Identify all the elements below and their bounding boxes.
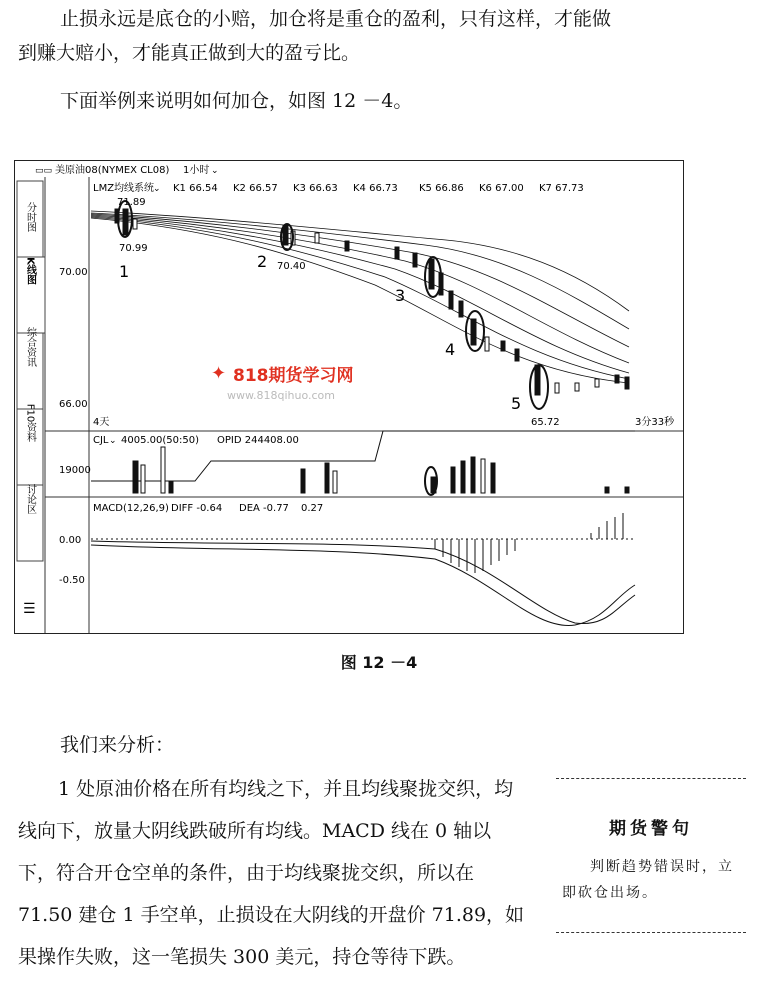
marker-4: 4 xyxy=(445,340,456,359)
volume-bar xyxy=(605,487,609,493)
volume-bar xyxy=(491,463,495,493)
candle xyxy=(413,253,417,267)
candlesticks xyxy=(115,209,629,395)
candle xyxy=(485,337,489,351)
vol-value: 4005.00(50:50) xyxy=(121,435,199,446)
candle xyxy=(315,233,319,243)
candle xyxy=(575,383,579,391)
volume-bar xyxy=(625,487,629,493)
macd-histogram xyxy=(435,513,623,573)
sidebar-text: 判断趋势错误时，立即砍仓出场。 xyxy=(562,859,734,901)
candle xyxy=(615,375,619,383)
chart-period-dropdown-icon: ⌄ xyxy=(211,166,219,176)
volume-bar xyxy=(161,447,165,493)
candle xyxy=(535,365,540,395)
watermark-logo-icon: ✦ xyxy=(211,363,227,384)
paragraph-3: 下面举例来说明如何加仓，如图 12 －4。 xyxy=(60,90,413,112)
price-65-72: 65.72 xyxy=(531,417,560,428)
sidebar-text-wrap xyxy=(562,854,746,906)
analysis-body-text: 1 处原油价格在所有均线之下，并且均线聚拢交织，均线向下，放量大阴线跌破所有均线。MACD 线在 0 轴以下，符合开仓空单的条件，由于均线聚拢交织，所以在 71.50 建仓 1 手空单，止损设在大阴线的开盘价 71.89，如果操作失败，这一笔损失 300 美元，持仓等待下跌。 xyxy=(18,778,525,968)
candle xyxy=(429,259,434,289)
candle xyxy=(501,341,505,351)
paragraph-1: 止损永远是底仓的小赔，加仓将是重仓的盈利，只有这样，才能做 xyxy=(60,8,612,30)
candle xyxy=(555,383,559,393)
ma-k7: K7 67.73 xyxy=(539,183,584,194)
figure-chart xyxy=(14,160,684,634)
macd-lines xyxy=(91,541,635,625)
volume-bar xyxy=(471,457,475,493)
volume-bar xyxy=(301,469,305,493)
vol-dropdown-icon: ⌄ xyxy=(109,436,117,446)
candle xyxy=(459,301,463,317)
ma-k6: K6 67.00 xyxy=(479,183,524,194)
tab-zonghe-label: 综合资讯 xyxy=(24,327,36,367)
price-71-89: 71.89 xyxy=(117,197,146,208)
macd-diff: DIFF -0.64 xyxy=(171,503,223,514)
candle xyxy=(395,247,399,259)
opid: OPID 244408.00 xyxy=(217,435,299,446)
ma-k5: K5 66.86 xyxy=(419,183,464,194)
tab-kxiantu-label: K线图 xyxy=(24,257,36,285)
volume-bar xyxy=(481,459,485,493)
chart-symbol: 美原油08(NYMEX CL08) xyxy=(55,165,170,176)
y-label-70: 70.00 xyxy=(59,267,88,278)
sidebar-top-divider xyxy=(556,778,746,779)
marker-1: 1 xyxy=(119,262,130,281)
marker-5: 5 xyxy=(511,394,522,413)
volume-bar xyxy=(133,461,138,493)
bottom-left-label: 4天 xyxy=(93,417,110,428)
paragraph-2: 到赚大赔小，才能真正做到大的盈亏比。 xyxy=(18,42,361,64)
candle xyxy=(625,377,629,389)
macd-dea: DEA -0.77 xyxy=(239,503,289,514)
tab-taolun-label: 讨论区 xyxy=(24,484,36,514)
ma-values xyxy=(173,183,584,194)
candle xyxy=(449,291,453,309)
chart-period: 1小时 xyxy=(183,165,210,176)
volume-bar xyxy=(169,481,173,493)
macd-val: 0.27 xyxy=(301,503,324,514)
candle xyxy=(471,319,476,345)
ma-k1: K1 66.54 xyxy=(173,183,218,194)
price-70-99: 70.99 xyxy=(119,243,148,254)
volume-bar xyxy=(451,467,455,493)
menu-list-icon: ☰ xyxy=(23,601,36,617)
macd-label: MACD(12,26,9) xyxy=(93,503,169,514)
figure-caption: 图 12 －4 xyxy=(340,653,418,672)
sidebar-bottom-divider xyxy=(556,932,746,933)
ma-k4: K4 66.73 xyxy=(353,183,398,194)
analysis-title: 我们来分析： xyxy=(60,734,175,756)
marker-2: 2 xyxy=(257,252,268,271)
candle xyxy=(595,379,599,387)
vol-y-label: 19000 xyxy=(59,465,91,476)
volume-bar xyxy=(325,463,329,493)
volume-bar xyxy=(141,465,145,493)
price-70-40: 70.40 xyxy=(277,261,306,272)
candle xyxy=(123,209,128,235)
ma-k2: K2 66.57 xyxy=(233,183,278,194)
watermark-main: 818期货学习网 xyxy=(233,366,354,386)
ma-dropdown-icon: ⌄ xyxy=(153,184,161,194)
marker-3: 3 xyxy=(395,286,406,305)
candle xyxy=(515,349,519,361)
moving-average-lines xyxy=(91,211,629,383)
macd-y-neg: -0.50 xyxy=(59,575,85,586)
sidebar-title: 期货警句 xyxy=(609,819,693,839)
sidebar-quote xyxy=(556,778,746,934)
analysis-body xyxy=(18,768,528,978)
y-label-66: 66.00 xyxy=(59,399,88,410)
vol-label: CJL xyxy=(93,435,109,446)
volume-bar xyxy=(333,471,337,493)
volume-bar xyxy=(461,461,465,493)
volume-bars xyxy=(133,447,629,493)
tab-fenshitu-label: 分时图 xyxy=(24,202,36,232)
candle xyxy=(345,241,349,251)
ma-label: LMZ均线系统 xyxy=(93,183,155,194)
watermark-url: www.818qihuo.com xyxy=(227,389,335,402)
ma-k3: K3 66.63 xyxy=(293,183,338,194)
left-tabs xyxy=(17,181,45,617)
chart-symbol-icon: ▭▭ xyxy=(35,166,53,176)
tab-f10-label: F10资料 xyxy=(24,403,36,443)
bottom-right-label: 3分33秒 xyxy=(635,417,675,428)
candle xyxy=(133,219,137,229)
macd-y-0: 0.00 xyxy=(59,535,82,546)
